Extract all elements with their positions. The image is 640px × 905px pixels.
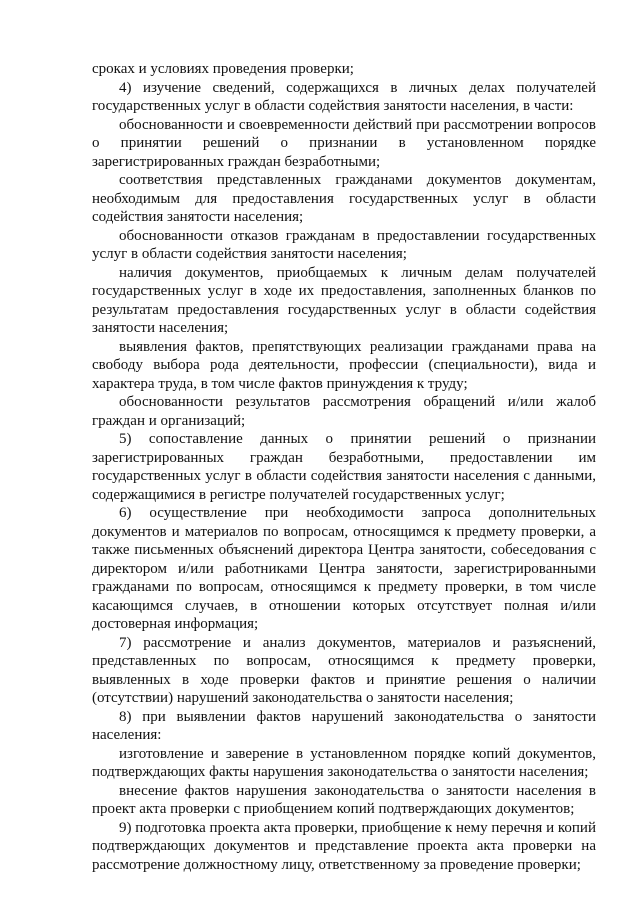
paragraph-subitem-documents-compliance: соответствия представленных гражданами документов документам, необходимым для предоставления государственных услуг в области содействия занятости населения;: [92, 172, 596, 225]
paragraph-subitem-complaints: обоснованности результатов рассмотрения обращений и/или жалоб граждан и организаций;: [92, 394, 596, 429]
paragraph-item-4: 4) изучение сведений, содержащихся в личных делах получателей государственных услуг в области содействия занятости населения, в части:: [92, 79, 596, 114]
paragraph-item-7: 7) рассмотрение и анализ документов, материалов и разъяснений, представленных по вопросам, относящимся к предмету проверки, выявленных в ходе проверки фактов и принятие решения о наличии (отсутствии) нарушений законодательства о занятости населения;: [92, 634, 596, 706]
paragraph-item-9: 9) подготовка проекта акта проверки, приобщение к нему перечня и копий подтверждающих документов и представление проекта акта проверки на рассмотрение должностному лицу, ответственному за проведение проверки;: [92, 819, 596, 873]
paragraph-item-6: 6) осуществление при необходимости запроса дополнительных документов и материалов по вопросам, относящимся к предмету проверки, а также письменных объяснений директора Центра занятости, собеседования с директором и/или работниками Центра занятости, зарегистрированными гражданами по вопросам, относящимся к предмету проверки, в том числе касающимся случаев, в отношении которых отсутствует полная и/или достоверная информация;: [92, 505, 596, 632]
paragraph-item-5: 5) сопоставление данных о принятии решений о признании зарегистрированных граждан безработными, предоставлении им государственных услуг в области содействия занятости населения с данными, содержащимися в регистре получателей государственных услуг;: [92, 431, 596, 503]
paragraph-subitem-copies: изготовление и заверение в установленном порядке копий документов, подтверждающих факты нарушения законодательства о занятости населения;: [92, 745, 596, 780]
paragraph-subitem-refusals: обоснованности отказов гражданам в предоставлении государственных услуг в области содействия занятости населения;: [92, 227, 596, 262]
paragraph-item-8: 8) при выявлении фактов нарушений законодательства о занятости населения:: [92, 708, 596, 743]
paragraph-subitem-timeliness: обоснованности и своевременности действий при рассмотрении вопросов о принятии решений о признании в установленном порядке зарегистрированных граждан безработными;: [92, 116, 596, 170]
document-page: [92, 60, 596, 874]
paragraph-subitem-documents-presence: наличия документов, приобщаемых к личным делам получателей государственных услуг в ходе их предоставления, заполненных бланков по результатам предоставления государственных услуг в области содействия занятости населения;: [92, 264, 596, 336]
paragraph-subitem-act-draft: внесение фактов нарушения законодательства о занятости населения в проект акта проверки с приобщением копий подтверждающих документов;: [92, 782, 596, 817]
paragraph-continuation: сроках и условиях проведения проверки;: [92, 61, 354, 77]
paragraph-subitem-violations-freedom: выявления фактов, препятствующих реализации гражданами права на свободу выбора рода деятельности, профессии (специальности), вида и характера труда, в том числе фактов принуждения к труду;: [92, 338, 596, 392]
